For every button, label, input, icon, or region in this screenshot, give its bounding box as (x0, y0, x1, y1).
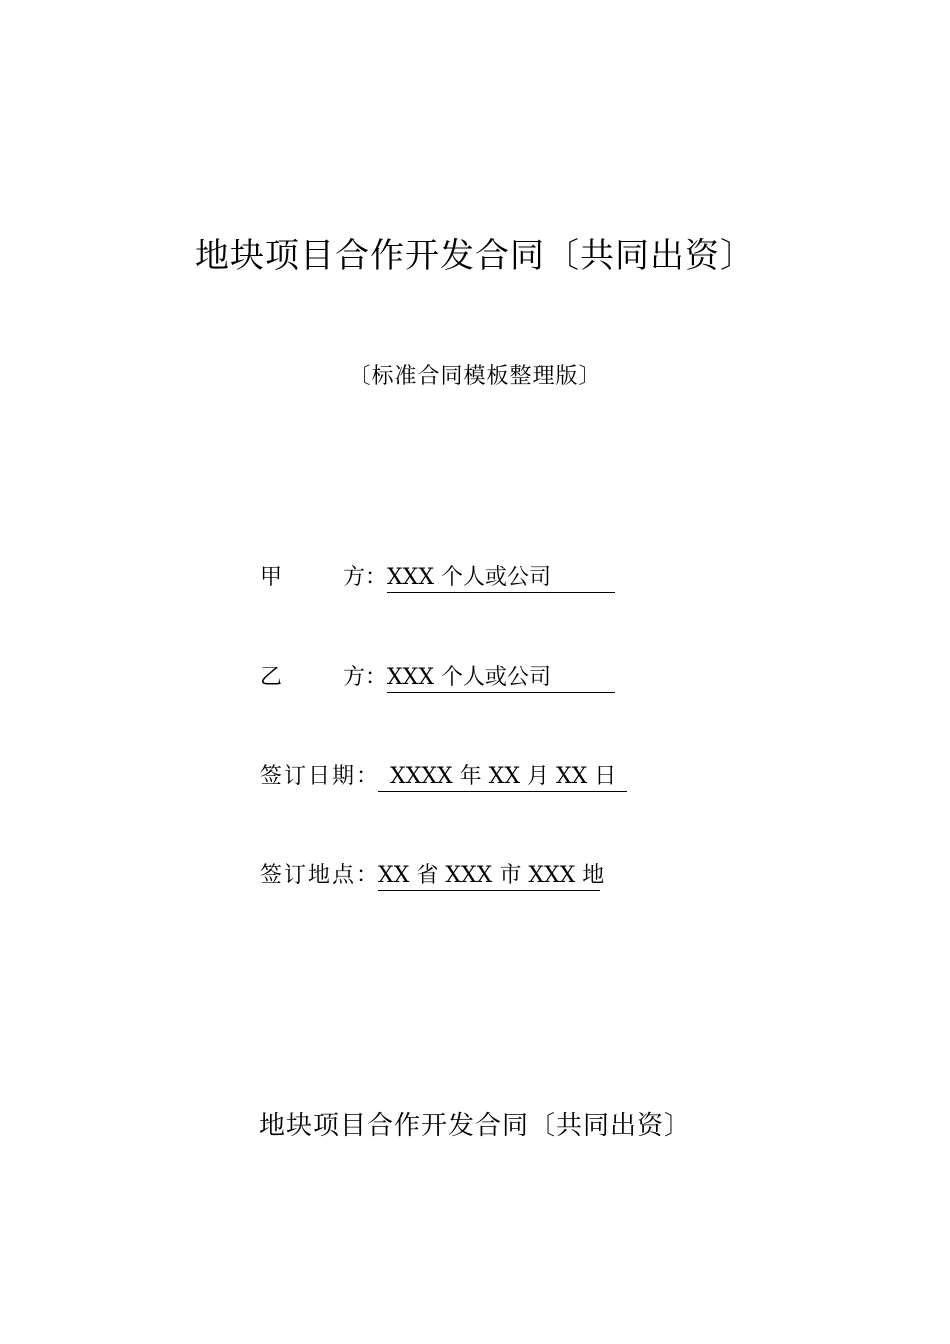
party-a-colon: ： (365, 565, 388, 590)
sign-place-colon: ： (356, 863, 379, 888)
party-b-label-first: 乙 (260, 665, 283, 690)
party-a-value: XXX 个人或公司 (387, 565, 615, 593)
party-a-label-last: 方 (342, 565, 365, 590)
sign-place-value: XX 省 XXX 市 XXX 地 (378, 863, 600, 891)
party-a-label-first: 甲 (260, 565, 283, 590)
document-title: 地块项目合作开发合同〔共同出资〕 (195, 236, 755, 276)
sign-date-colon: ： (356, 764, 379, 789)
sign-place-field (260, 858, 605, 890)
party-b-label (260, 660, 365, 691)
party-b-label-last: 方 (342, 665, 365, 690)
party-a-field (260, 560, 615, 592)
body-title: 地块项目合作开发合同〔共同出资〕 (258, 1111, 691, 1141)
sign-date-label: 签订日期 (260, 764, 357, 789)
party-a-label (260, 560, 365, 591)
party-b-field (260, 660, 615, 692)
sign-date-field (260, 759, 627, 791)
party-b-value: XXX 个人或公司 (387, 665, 615, 693)
sign-place-label: 签订地点 (260, 863, 357, 888)
sign-date-value: XXXX 年 XX 月 XX 日 (378, 764, 627, 792)
document-subtitle: 〔标准合同模板整理版〕 (348, 364, 602, 389)
party-b-colon: ： (365, 665, 388, 690)
